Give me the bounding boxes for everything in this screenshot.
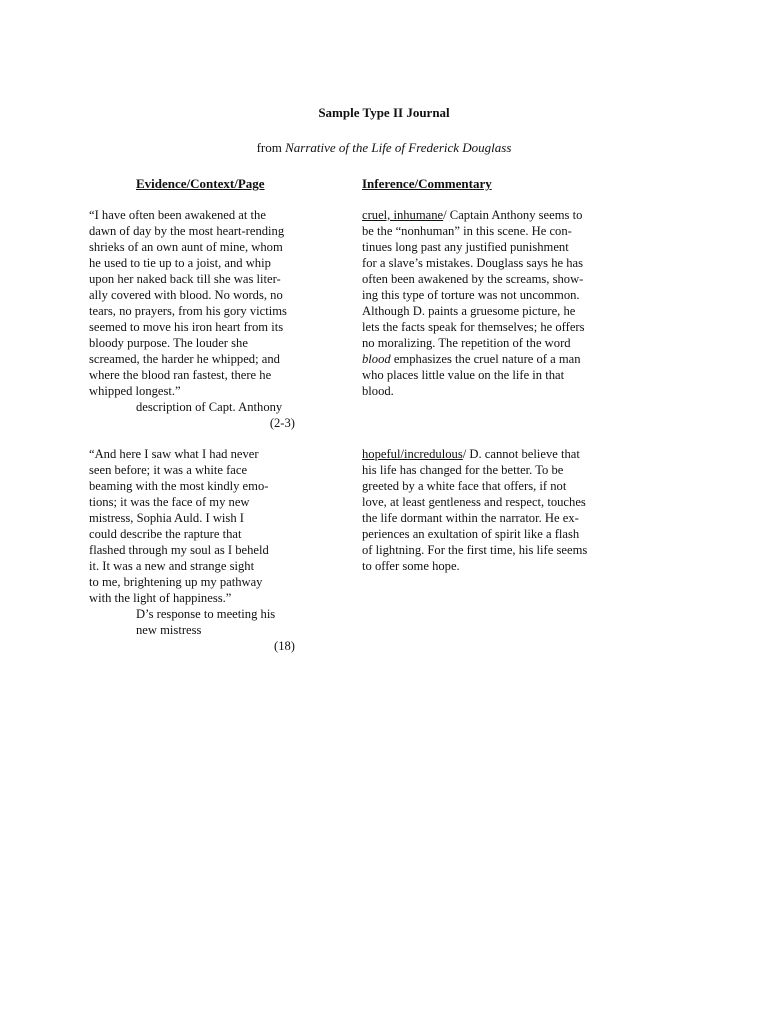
evidence-context: new mistress	[136, 623, 202, 637]
commentary-line	[362, 207, 622, 223]
evidence-line: tears, no prayers, from his gory victims	[89, 304, 287, 318]
commentary-line: his life has changed for the better. To be	[362, 463, 564, 477]
commentary-line	[362, 446, 622, 462]
commentary-line: be the “nonhuman” in this scene. He con-	[362, 224, 572, 238]
commentary-text: / Captain Anthony seems to	[443, 208, 583, 222]
evidence-line: whipped longest.”	[89, 384, 181, 398]
commentary-text: / D. cannot believe that	[462, 447, 580, 461]
commentary-line: often been awakened by the screams, show-	[362, 272, 584, 286]
evidence-column-heading: Evidence/Context/Page	[136, 176, 265, 191]
evidence-line: to me, brightening up my pathway	[89, 575, 263, 589]
evidence-line: beaming with the most kindly emo-	[89, 479, 269, 493]
commentary-emphasis: blood	[362, 352, 391, 366]
evidence-line: with the light of happiness.”	[89, 591, 232, 605]
commentary-line: the life dormant within the narrator. He ex-	[362, 511, 579, 525]
commentary-entry-2	[362, 446, 622, 574]
commentary-line: to offer some hope.	[362, 559, 460, 573]
evidence-entry-2	[89, 446, 319, 654]
evidence-context: description of Capt. Anthony	[136, 400, 283, 414]
evidence-line: it. It was a new and strange sight	[89, 559, 255, 573]
commentary-entry-1	[362, 207, 622, 399]
commentary-line: love, at least gentleness and respect, touches	[362, 495, 586, 509]
commentary-line: Although D. paints a gruesome picture, he	[362, 304, 576, 318]
evidence-line: “And here I saw what I had never	[89, 447, 259, 461]
commentary-line: greeted by a white face that offers, if not	[362, 479, 567, 493]
commentary-line: lets the facts speak for themselves; he offers	[362, 320, 585, 334]
evidence-line: could describe the rapture that	[89, 527, 242, 541]
commentary-column-heading: Inference/Commentary	[362, 176, 492, 191]
commentary-line: of lightning. For the first time, his life seems	[362, 543, 588, 557]
page-citation: (2-3)	[269, 416, 295, 430]
evidence-line: where the blood ran fastest, there he	[89, 368, 272, 382]
subtitle-prefix: from	[256, 140, 286, 155]
evidence-line: bloody purpose. The louder she	[89, 336, 248, 350]
commentary-line	[362, 351, 622, 367]
commentary-line: blood.	[362, 384, 394, 398]
journal-subtitle	[0, 140, 768, 156]
evidence-entry-1	[89, 207, 319, 431]
commentary-label: cruel, inhumane	[362, 208, 444, 222]
commentary-line: no moralizing. The repetition of the word	[362, 336, 571, 350]
commentary-line: for a slave’s mistakes. Douglass says he has	[362, 256, 584, 270]
journal-title: Sample Type II Journal	[318, 105, 450, 120]
commentary-text: emphasizes the cruel nature of a man	[390, 352, 581, 366]
commentary-line: periences an exultation of spirit like a flash	[362, 527, 580, 541]
evidence-line: “I have often been awakened at the	[89, 208, 266, 222]
evidence-line: tions; it was the face of my new	[89, 495, 250, 509]
commentary-line: tinues long past any justified punishment	[362, 240, 569, 254]
commentary-line: who places little value on the life in that	[362, 368, 565, 382]
commentary-line: ing this type of torture was not uncommon.	[362, 288, 580, 302]
evidence-line: mistress, Sophia Auld. I wish I	[89, 511, 244, 525]
evidence-line: seen before; it was a white face	[89, 463, 248, 477]
evidence-line: dawn of day by the most heart-rending	[89, 224, 285, 238]
evidence-line: flashed through my soul as I beheld	[89, 543, 269, 557]
subtitle-work-title: Narrative of the Life of Frederick Douglass	[285, 140, 512, 155]
page-citation: (18)	[274, 639, 295, 653]
evidence-line: shrieks of an own aunt of mine, whom	[89, 240, 283, 254]
evidence-line: seemed to move his iron heart from its	[89, 320, 284, 334]
evidence-line: ally covered with blood. No words, no	[89, 288, 283, 302]
commentary-label: hopeful/incredulous	[362, 447, 463, 461]
evidence-line: screamed, the harder he whipped; and	[89, 352, 280, 366]
evidence-line: he used to tie up to a joist, and whip	[89, 256, 271, 270]
evidence-context: D’s response to meeting his	[136, 607, 276, 621]
evidence-line: upon her naked back till she was liter-	[89, 272, 281, 286]
